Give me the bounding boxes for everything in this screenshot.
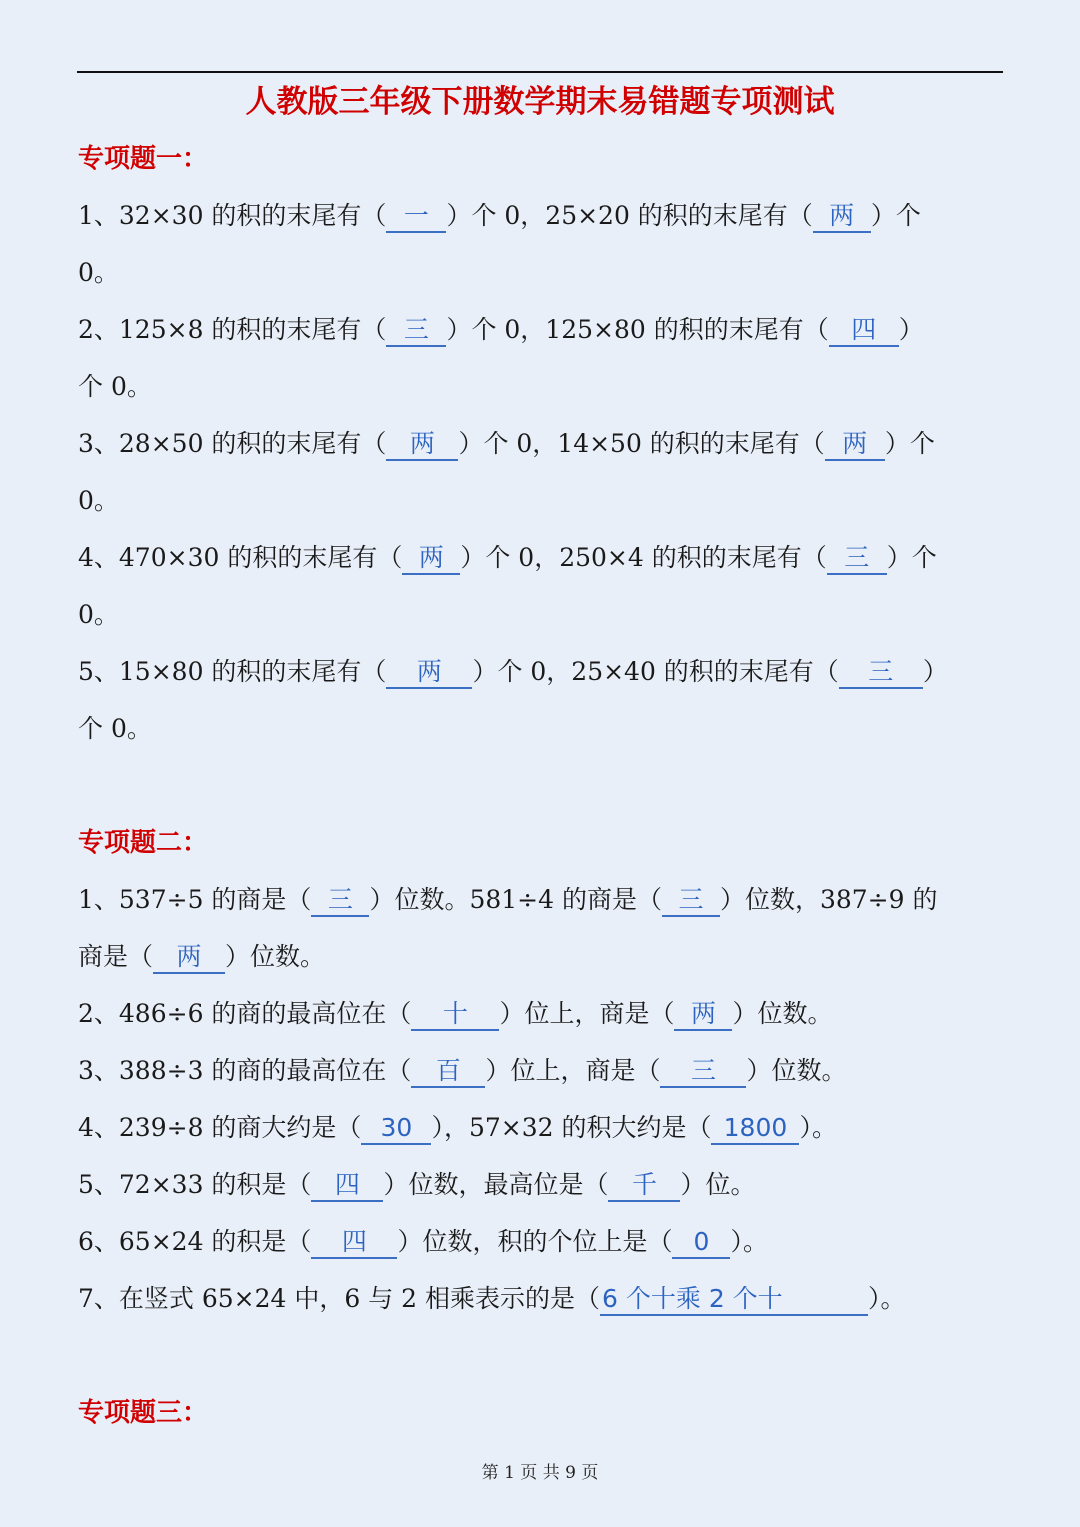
answer-blank: 三 [662,885,720,917]
answer-blank: 两 [674,999,732,1031]
answer-blank: 两 [402,543,460,575]
question-1-5: 5、15×80 的积的末尾有（ 两 ）个 0，25×40 的积的末尾有（ 三 ） [78,655,1008,689]
question-1-1: 1、32×30 的积的末尾有（ 一 ）个 0，25×20 的积的末尾有（ 两 ）个 [78,199,1008,233]
question-2-1: 1、537÷5 的商是（ 三 ）位数。581÷4 的商是（ 三 ）位数，387÷9 的 [78,883,1008,917]
section-heading-3: 专项题三： [78,1398,209,1428]
answer-blank: 三 [839,657,923,689]
answer-blank: 两 [153,942,225,974]
answer-blank: 四 [829,315,899,347]
question-1-1-cont: 0。 [78,258,119,287]
answer-blank: 三 [311,885,369,917]
question-1-4-cont: 0。 [78,600,119,629]
answer-blank: 三 [386,315,446,347]
question-2-3: 3、388÷3 的商的最高位在（ 百 ）位上，商是（ 三 ）位数。 [78,1054,1008,1088]
question-2-1-cont: 商是（ 两 ）位数。 [78,940,1008,974]
answer-blank: 30 [361,1113,431,1145]
answer-blank: 十 [411,999,499,1031]
answer-blank: 三 [660,1056,746,1088]
section-heading-2: 专项题二： [78,828,209,858]
answer-blank: 两 [386,657,472,689]
question-2-4: 4、239÷8 的商大约是（ 30 ），57×32 的积大约是（ 1800 ）。 [78,1111,1008,1145]
answer-blank: 千 [608,1170,680,1202]
answer-blank: 两 [813,201,871,233]
section-heading-1: 专项题一： [78,144,209,174]
question-1-5-cont: 个 0。 [78,714,152,743]
question-1-2-cont: 个 0。 [78,372,152,401]
question-1-3: 3、28×50 的积的末尾有（ 两 ）个 0，14×50 的积的末尾有（ 两 ）个 [78,427,1008,461]
page-title: 人教版三年级下册数学期末易错题专项测试 [245,84,835,120]
answer-blank: 百 [411,1056,485,1088]
question-2-7: 7、在竖式 65×24 中，6 与 2 相乘表示的是（6 个十乘 2 个十 ）。 [78,1282,1008,1316]
question-1-3-cont: 0。 [78,486,119,515]
question-1-4: 4、470×30 的积的末尾有（ 两 ）个 0，250×4 的积的末尾有（ 三 ）个 [78,541,1008,575]
question-2-5: 5、72×33 的积是（ 四 ）位数，最高位是（ 千 ）位。 [78,1168,1008,1202]
answer-blank: 0 [672,1227,730,1259]
answer-blank: 三 [827,543,887,575]
question-1-2: 2、125×8 的积的末尾有（ 三 ）个 0，125×80 的积的末尾有（ 四 ） [78,313,1008,347]
answer-blank: 一 [386,201,446,233]
answer-blank: 两 [386,429,458,461]
top-rule [77,71,1003,73]
answer-blank: 6 个十乘 2 个十 [600,1284,868,1316]
answer-blank: 1800 [711,1113,799,1145]
page-footer: 第 1 页 共 9 页 [481,1463,599,1483]
answer-blank: 四 [311,1227,397,1259]
answer-blank: 两 [825,429,885,461]
question-2-6: 6、65×24 的积是（ 四 ）位数，积的个位上是（ 0 ）。 [78,1225,1008,1259]
answer-blank: 四 [311,1170,383,1202]
question-2-2: 2、486÷6 的商的最高位在（ 十 ）位上，商是（ 两 ）位数。 [78,997,1008,1031]
